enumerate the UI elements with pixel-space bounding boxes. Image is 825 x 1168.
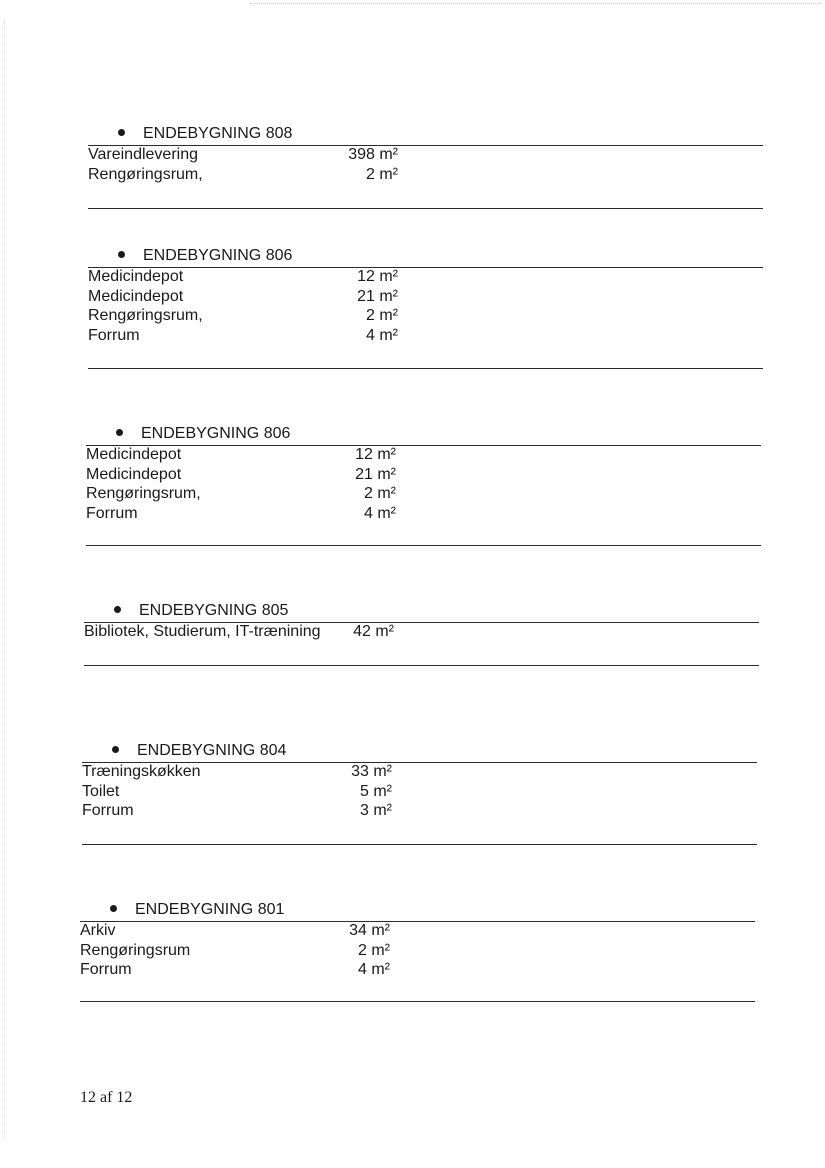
section-bottom-rule [84, 665, 759, 666]
room-row [88, 287, 398, 307]
section-heading-text: ENDEBYGNING 806 [143, 247, 293, 264]
room-name: Forrum [88, 327, 140, 345]
section-heading-text: ENDEBYGNING 805 [139, 602, 289, 619]
section-endebygning-806 [86, 423, 766, 523]
room-list [84, 622, 394, 642]
section-bottom-rule [80, 1001, 755, 1002]
room-name: Bibliotek, Studierum, IT-trænining [84, 623, 321, 640]
bullet-icon [112, 746, 119, 753]
bullet-icon [116, 429, 123, 436]
room-area: 12 m² [357, 268, 398, 285]
room-row [86, 504, 396, 524]
page-number: 12 af 12 [80, 1089, 133, 1106]
room-row [80, 921, 390, 941]
section-endebygning-805 [84, 600, 764, 700]
room-area: 3 m² [360, 802, 392, 820]
room-area: 21 m² [357, 287, 398, 305]
bullet-icon [118, 251, 125, 258]
room-row [86, 445, 396, 465]
room-list [88, 267, 398, 346]
room-row [88, 267, 398, 287]
room-area: 4 m² [366, 327, 398, 345]
section-heading [112, 740, 286, 762]
room-name: Toilet [82, 782, 120, 800]
room-name: Rengøringsrum [80, 941, 191, 959]
room-name: Medicindepot [88, 268, 184, 285]
room-name: Forrum [82, 802, 134, 820]
room-area: 2 m² [366, 307, 398, 325]
room-row [88, 306, 398, 326]
room-area: 4 m² [358, 961, 390, 979]
room-list [82, 762, 392, 821]
room-area: 2 m² [366, 165, 398, 183]
section-heading [116, 423, 290, 445]
section-heading [110, 899, 284, 921]
section-heading [118, 123, 292, 145]
room-row [82, 801, 392, 821]
section-heading-text: ENDEBYGNING 806 [141, 425, 291, 442]
room-area: 5 m² [360, 782, 392, 800]
room-name: Medicindepot [88, 287, 184, 305]
room-area: 21 m² [355, 465, 396, 483]
section-endebygning-808 [88, 123, 768, 223]
room-name: Forrum [80, 961, 132, 979]
section-heading-text: ENDEBYGNING 804 [137, 742, 287, 759]
room-row [82, 782, 392, 802]
bullet-icon [114, 606, 121, 613]
room-row [88, 326, 398, 346]
room-name: Rengøringsrum, [86, 485, 201, 503]
section-bottom-rule [88, 208, 763, 209]
room-name: Rengøringsrum, [88, 165, 203, 183]
room-list [86, 445, 396, 524]
section-endebygning-801 [80, 899, 760, 999]
scan-edge-top [250, 3, 820, 4]
section-bottom-rule [86, 545, 761, 546]
room-row [80, 960, 390, 980]
bullet-icon [118, 129, 125, 136]
room-list [80, 921, 390, 980]
room-name: Forrum [86, 505, 138, 523]
room-row [84, 622, 394, 642]
room-row [88, 145, 398, 165]
room-area: 2 m² [358, 941, 390, 959]
room-name: Rengøringsrum, [88, 307, 203, 325]
scan-edge-left [4, 20, 5, 1140]
room-name: Medicindepot [86, 465, 182, 483]
section-bottom-rule [88, 368, 763, 369]
room-name: Medicindepot [86, 446, 182, 463]
room-row [86, 484, 396, 504]
section-heading-text: ENDEBYGNING 808 [143, 125, 293, 142]
room-area: 4 m² [364, 505, 396, 523]
section-bottom-rule [82, 844, 757, 845]
section-heading [118, 245, 292, 267]
room-name: Træningskøkken [82, 763, 201, 780]
room-row [86, 465, 396, 485]
room-name: Vareindlevering [88, 146, 198, 163]
room-area: 398 m² [348, 146, 398, 163]
room-area: 12 m² [355, 446, 396, 463]
room-area: 42 m² [353, 623, 394, 640]
section-heading-text: ENDEBYGNING 801 [135, 901, 285, 918]
room-row [82, 762, 392, 782]
bullet-icon [110, 905, 117, 912]
section-heading [114, 600, 288, 622]
section-endebygning-806 [88, 245, 768, 345]
room-row [80, 941, 390, 961]
room-name: Arkiv [80, 922, 116, 939]
room-area: 2 m² [364, 485, 396, 503]
section-endebygning-804 [82, 740, 762, 840]
room-area: 33 m² [351, 763, 392, 780]
room-area: 34 m² [349, 922, 390, 939]
room-row [88, 165, 398, 185]
room-list [88, 145, 398, 184]
